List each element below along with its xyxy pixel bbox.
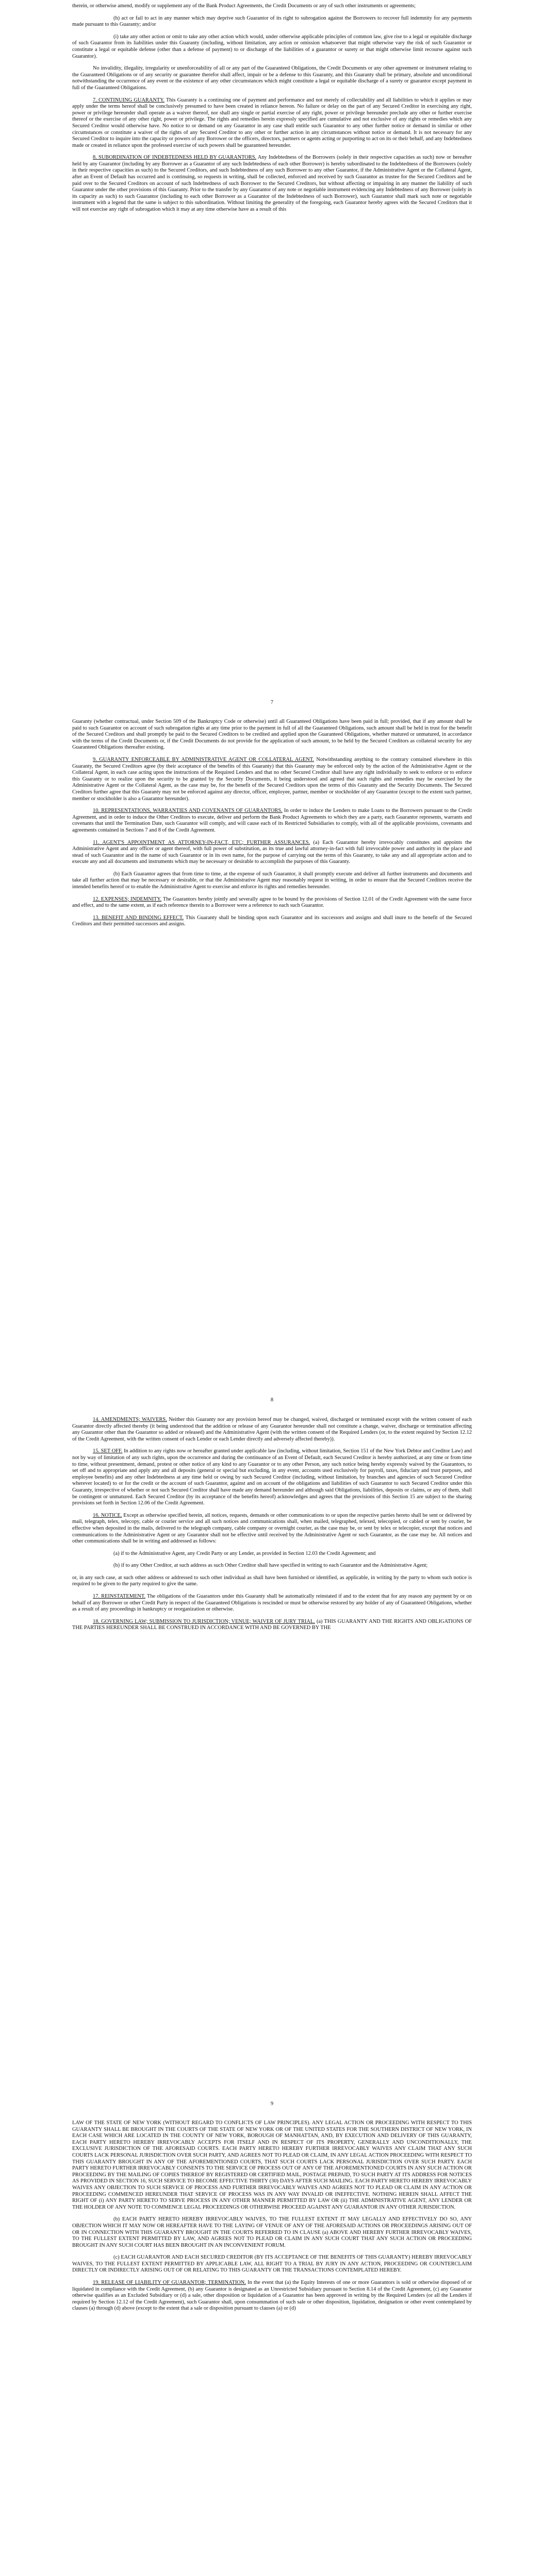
paragraph-text: (a) Each Guarantor hereby irrevocably constitutes and appoints the Administrative Agent and any officer or agent thereof, with full power of substitution, as its true and lawful attorney-in-fact with full irrevocable power and authority in the place and stead of such Guarantor and in the name of such Guarantor or in its own name, for the purpose of carrying out the terms of this Guaranty, to take any and all appropriate action and to execute any and all documents and instruments which may be necessary or desirable to accomplish the purposes of this Guaranty.: [72, 839, 472, 865]
section-heading: 7. CONTINUING GUARANTY.: [93, 97, 164, 103]
paragraph: [72, 1417, 472, 1443]
page-number: 7: [270, 700, 274, 705]
paragraph-text: (c) EACH GUARANTOR AND EACH SECURED CREDITOR (BY ITS ACCEPTANCE OF THE BENEFITS OF THIS GUARANTY) HEREBY IRREVOCABLY WAIVES, TO THE FULLEST EXTENT PERMITTED BY APPLICABLE LAW, ALL RIGHT TO A TRIAL BY JURY IN ANY ACTION, PROCEEDING OR COUNTERCLAIM DIRECTLY OR INDIRECTLY ARISING OUT OF OR RELATING TO THIS GUARANTY OR THE TRANSACTIONS CONTEMPLATED HEREBY.: [72, 2255, 472, 2274]
paragraph-text: (a) THIS GUARANTY AND THE RIGHTS AND OBLIGATIONS OF THE PARTIES HEREUNDER SHALL BE CONSTRUED IN ACCORDANCE WITH AND BE GOVERNED BY THE: [72, 1618, 472, 1631]
paragraph-text: Any Indebtedness of the Borrowers (solely in their respective capacities as such) now or hereafter held by any Guarantor (including by any Borrower as a Guarantor of any such Indebtedness of each other Borrower) is hereby subordinated to the Indebtedness of the Borrowers (solely in their respective capacities as such) to the Secured Creditors, and such Indebtedness of any such Borrower to any other Guarantor, if the Administrative Agent or the Collateral Agent, after an Event of Default has occurred and is continuing, so requests in writing, shall be collected, enforced and received by such Guarantor as trustee for the Secured Creditors and be paid over to the Secured Creditors on account of such Indebtedness of such Borrower to the Secured Creditors, but without affecting or impairing in any manner the liability of such Guarantor under the other provisions of this Guaranty. Prior to the transfer by any Guarantor of any note or negotiable instrument evidencing any Indebtedness of any Borrower (solely in its capacity as such) to such Guarantor (including to each other Borrower as a Guarantor of the Indebtedness of such Borrower), such Guarantor shall mark such note or negotiable instrument with a legend that the same is subject to this subordination. Without limiting the generality of the foregoing, each Guarantor hereby agrees with the Secured Creditors that it will not exercise any right of subrogation which it may at any time otherwise have as a result of this: [72, 155, 472, 213]
section-heading: 18. GOVERNING LAW; SUBMISSION TO JURISDICTION; VENUE; WAIVER OF JURY TRIAL.: [93, 1618, 315, 1624]
paragraph: [72, 97, 472, 149]
section-heading: 14. AMENDMENTS; WAIVERS.: [93, 1417, 167, 1422]
paragraph-text: In order to induce the Lenders to make Loans to the Borrowers pursuant to the Credit Agreement, and in order to induce the Other Creditors to execute, deliver and perform the Bank Product Agreements to which they are a party, each Guarantor represents, warrants and covenants that until the Termination Date, such Guarantor will comply, and will cause each of its Restricted Subsidiaries to comply, with all of the applicable provisions, covenants and agreements contained in Sections 7 and 8 of the Credit Agreement.: [72, 808, 472, 833]
paragraph-text: (b) if to any Other Creditor, at such address as such Other Creditor shall have specified in writing to each Guarantor and the Administrative Agent;: [113, 1563, 428, 1569]
page-body-10: [72, 2120, 472, 2318]
paragraph: [72, 15, 472, 28]
paragraph: [72, 808, 472, 834]
paragraph: [72, 2120, 472, 2211]
page-number: 8: [270, 1397, 274, 1403]
paragraph: [72, 719, 472, 751]
paragraph: [72, 2216, 472, 2249]
paragraph: [72, 1563, 472, 1569]
paragraph: [72, 3, 472, 10]
paragraph-text: or, in any such case, at such other address or addressed to such other individual as shall have been furnished or identified, as applicable, in writing by the party to whom such notice is required to be given to the party required to give the same.: [72, 1574, 472, 1587]
paragraph-text: (h) act or fail to act in any manner which may deprive such Guarantor of its right to subrogation against the Borrowers to recover full indemnity for any payments made pursuant to this Guaranty; and/or: [72, 15, 472, 28]
paragraph: [72, 871, 472, 891]
paragraph-text: (b) Each Guarantor agrees that from time to time, at the expense of such Guarantor, it shall promptly execute and deliver all further instruments and documents and take all further action that may be necessary or desirable, or that the Administrative Agent may reasonably request in writing, in order to ensure that the Secured Creditors receive the intended benefits hereof or to enable the Administrative Agent to exercise and enforce its rights and remedies hereunder.: [72, 871, 472, 890]
section-heading: 19. RELEASE OF LIABILITY OF GUARANTOR; TERMINATION.: [93, 2280, 246, 2286]
paragraph-text: (a) if to the Administrative Agent, any Credit Party or any Lender, as provided in Section 12.03 the Credit Agreement; and: [113, 1550, 376, 1556]
paragraph: [72, 1551, 472, 1557]
section-heading: 15. SET OFF.: [93, 1448, 123, 1454]
paragraph: [72, 65, 472, 91]
paragraph-text: The obligations of the Guarantors under this Guaranty shall be automatically reinstated if and to the extent that for any reason any payment by or on behalf of any Borrower or other Credit Party in respect of the Guaranteed Obligations is rescinded or must be otherwise restored by any holder of any of Guaranteed Obligations, whether as a result of any proceedings in bankruptcy or reorganization or otherwise.: [72, 1594, 472, 1613]
paragraph-text: No invalidity, illegality, irregularity or unenforceability of all or any part of the Guaranteed Obligations, the Credit Documents or any other agreement or instrument relating to the Guaranteed Obligations or of any security or guarantee therefor shall affect, impair or be a defense to this Guaranty, and this Guaranty shall be primary, absolute and unconditional notwithstanding the occurrence of any event or the existence of any other circumstances which might constitute a legal or equitable discharge of a surety or guarantor except payment in full of the Guaranteed Obligations.: [72, 65, 472, 91]
section-heading: 9. GUARANTY ENFORCEABLE BY ADMINISTRATIVE AGENT OR COLLATERAL AGENT.: [93, 756, 314, 762]
paragraph-text: The Guarantors hereby jointly and severally agree to be bound by the provisions of Section 12.01 of the Credit Agreement with the same force and effect, and to the same extent, as if each reference therein to a Borrower were a reference to each such Guarantor.: [72, 896, 472, 909]
paragraph: [72, 155, 472, 213]
section-heading: 17. REINSTATEMENT.: [93, 1594, 145, 1600]
paragraph-text: Neither this Guaranty nor any provision hereof may be changed, waived, discharged or terminated except with the written consent of each Guarantor directly affected thereby (it being understood that the addition or release of any Guarantor hereunder shall not constitute a change, waiver, discharge or termination affecting any Guarantor other than the Guarantor so added or released) and the Administrative Agent (with the written consent of the Required Lenders (or, to the extent required by Section 12.12 of the Credit Agreement, with the written consent of each Lender or each Lender directly and adversely affected thereby)).: [72, 1417, 472, 1442]
paragraph-text: In the event that (a) the Equity Interests of one or more Guarantors is sold or otherwise disposed of or liquidated in compliance with the Credit Agreement, (b) any Guarantor is designated as an Unrestricted Subsidiary pursuant to Section 8.14 of the Credit Agreement, (c) any Guarantor otherwise qualifies as an Excluded Subsidiary or (d) a sale, other disposition or liquidation of a Guarantor has been approved in writing by the Required Lenders (or all the Lenders if required by Section 12.12 of the Credit Agreement), such Guarantor shall, upon consummation of such sale or other disposition, liquidation, designation or other event contemplated by clauses (a) through (d) above (except to the extent that a sale or disposition pursuant to clauses (a) or (d): [72, 2280, 472, 2312]
page-body-8: [72, 719, 472, 934]
page-body-7: [72, 3, 472, 219]
paragraph: [72, 1575, 472, 1588]
paragraph-text: (b) EACH PARTY HERETO HEREBY IRREVOCABLY WAIVES, TO THE FULLEST EXTENT IT MAY LEGALLY AND EFFECTIVELY DO SO, ANY OBJECTION WHICH IT MAY NOW OR HEREAFTER HAVE TO THE LAYING OF VENUE OF ANY OF THE AFORESAID ACTIONS OR PROCEEDINGS ARISING OUT OF OR IN CONNECTION WITH THIS GUARANTY BROUGHT IN THE COURTS REFERRED TO IN CLAUSE (a) ABOVE AND HEREBY FURTHER IRREVOCABLY WAIVES, TO THE FULLEST EXTENT PERMITTED BY LAW, AND AGREES NOT TO PLEAD OR CLAIM IN ANY SUCH COURT THAT ANY SUCH ACTION OR PROCEEDING BROUGHT IN ANY SUCH COURT HAS BEEN BROUGHT IN AN INCONVENIENT FORUM.: [72, 2216, 472, 2248]
paragraph: [72, 1594, 472, 1613]
section-heading: 8. SUBORDINATION OF INDEBTEDNESS HELD BY GUARANTORS.: [93, 155, 257, 161]
paragraph: [72, 2255, 472, 2274]
paragraph-text: Guaranty (whether contractual, under Section 509 of the Bankruptcy Code or otherwise) until all Guaranteed Obligations have been paid in full; provided, that if any amount shall be paid to such Guarantor on account of such subrogation rights at any time prior to the payment in full of all the Guaranteed Obligations, such amount shall be held in trust for the benefit of the Secured Creditors and shall promptly be paid to the Secured Creditors to be credited and applied upon the Guaranteed Obligations, whether matured or unmatured, in accordance with the terms of the Credit Documents or, if the Credit Documents do not provide for the application of such amount, to be held by the Secured Creditors as collateral security for any Guaranteed Obligations thereafter existing.: [72, 719, 472, 751]
paragraph: [72, 2280, 472, 2312]
paragraph: [72, 757, 472, 802]
paragraph-text: therein, or otherwise amend, modify or supplement any of the Bank Product Agreements, the Credit Documents or any of such other instruments or agreements;: [72, 3, 416, 9]
page-number: 9: [270, 2101, 274, 2107]
paragraph-text: (i) take any other action or omit to take any other action which would, under otherwise applicable principles of common law, give rise to a legal or equitable discharge of such Guarantor from its liabilities under this Guaranty (including, without limitation, any action or omission whatsoever that might otherwise vary the risk of such Guarantor or constitute a legal or equitable defense (other than a defense of payment) to or discharge of the liabilities of a guarantor or surety or that might otherwise limit recourse against such Guarantor).: [72, 33, 472, 59]
section-heading: 16. NOTICE.: [93, 1512, 122, 1518]
paragraph-text: Notwithstanding anything to the contrary contained elsewhere in this Guaranty, the Secured Creditors agree (by their acceptance of the benefits of this Guaranty) that this Guaranty may be enforced only by the action of the Administrative Agent or the Collateral Agent, in each case acting upon the instructions of the Required Lenders and that no other Secured Creditor shall have any right individually to seek to enforce or to enforce this Guaranty or to realize upon the security to be granted by the Security Documents, it being understood and agreed that such rights and remedies may be exercised by the Administrative Agent or the Collateral Agent, as the case may be, for the benefit of the Secured Creditors upon the terms of this Guaranty and the Security Documents. The Secured Creditors further agree that this Guaranty may not be enforced against any director, officer, employee, partner, member or stockholder of any Guarantor (except to the extent such partner, member or stockholder is also a Guarantor hereunder).: [72, 756, 472, 802]
section-heading: 13. BENEFIT AND BINDING EFFECT.: [93, 914, 184, 921]
paragraph-text: Except as otherwise specified herein, all notices, requests, demands or other communications to or upon the respective parties hereto shall be sent or delivered by mail, telegraph, telex, telecopy, cable or courier service and all such notices and communications shall, when mailed, telegraphed, telexed, telecopied, or cabled or sent by courier, be effective when deposited in the mails, delivered to the telegraph company, cable company or overnight courier, as the case may be, or sent by telex or telecopier, except that notices and communications to the Administrative Agent or any Guarantor shall not be effective until received by the Administrative Agent or such Guarantor, as the case may be. All notices and other communications shall be in writing and addressed as follows:: [72, 1512, 472, 1545]
paragraph-text: This Guaranty shall be binding upon each Guarantor and its successors and assigns and shall inure to the benefit of the Secured Creditors and their permitted successors and assigns.: [72, 914, 472, 927]
paragraph: [72, 1448, 472, 1506]
paragraph: [72, 896, 472, 909]
paragraph: [72, 1619, 472, 1632]
section-heading: 11. AGENT'S APPOINTMENT AS ATTORNEY-IN-FACT, ETC; FURTHER ASSURANCES.: [93, 839, 310, 845]
paragraph: [72, 915, 472, 928]
section-heading: 10. REPRESENTATIONS, WARRANTIES AND COVENANTS OF GUARANTORS.: [93, 808, 283, 814]
paragraph-text: In addition to any rights now or hereafter granted under applicable law (including, without limitation, Section 151 of the New York Debtor and Creditor Law) and not by way of limitation of any such rights, upon the occurrence and during the continuance of an Event of Default, each Secured Creditor is hereby authorized, at any time or from time to time, without presentment, demand, protest or other notice of any kind to any Guarantor or to any other Person, any such notice being hereby expressly waived by the Guarantors, to set off and to appropriate and apply any and all deposits (general or special but excluding, in any event, accounts used exclusively for payroll, taxes, fiduciary and trust purposes, and employee benefits) and any other Indebtedness at any time held or owing by such Secured Creditor (including, without limitation, by branches and agencies of such Secured Creditor wherever located) to or for the credit or the account of such Guarantor, against and on account of the obligations and liabilities of such Guarantor to such Secured Creditor under this Guaranty, irrespective of whether or not such Secured Creditor shall have made any demand hereunder and although said Obligations, liabilities, deposits or claims, or any of them, shall be contingent or unmatured. Each Secured Creditor (by its acceptance of the benefits hereof) acknowledges and agrees that the provisions of this Section 15 are subject to the sharing provisions set forth in Section 12.06 of the Credit Agreement.: [72, 1448, 472, 1506]
page-body-9: [72, 1417, 472, 1637]
paragraph: [72, 34, 472, 60]
paragraph: [72, 840, 472, 866]
section-heading: 12. EXPENSES; INDEMNITY.: [93, 896, 162, 902]
paragraph: [72, 1513, 472, 1545]
paragraph-text: LAW OF THE STATE OF NEW YORK (WITHOUT REGARD TO CONFLICTS OF LAW PRINCIPLES). ANY LEGAL ACTION OR PROCEEDING WITH RESPECT TO THIS GUARANTY SHALL BE BROUGHT IN THE COURTS OF THE STATE OF NEW YORK OR OF THE UNITED STATES FOR THE SOUTHERN DISTRICT OF NEW YORK, IN EACH CASE WHICH ARE LOCATED IN THE COUNTY OF NEW YORK, BOROUGH OF MANHATTAN, AND, BY EXECUTION AND DELIVERY OF THIS GUARANTY, EACH PARTY HERETO HEREBY IRREVOCABLY ACCEPTS FOR ITSELF AND IN RESPECT OF ITS PROPERTY, GENERALLY AND UNCONDITIONALLY, THE EXCLUSIVE JURISDICTION OF THE AFORESAID COURTS. EACH PARTY HERETO HEREBY FURTHER IRREVOCABLY WAIVES ANY CLAIM THAT ANY SUCH COURTS LACK PERSONAL JURISDICTION OVER SUCH PARTY, AND AGREES NOT TO PLEAD OR CLAIM, IN ANY LEGAL ACTION PROCEEDING WITH RESPECT TO THIS GUARANTY BROUGHT IN ANY OF THE AFOREMENTIONED COURTS, THAT SUCH COURTS LACK PERSONAL JURISDICTION OVER SUCH PARTY. EACH PARTY HERETO FURTHER IRREVOCABLY CONSENTS TO THE SERVICE OF PROCESS OUT OF ANY OF THE AFOREMENTIONED COURTS IN ANY SUCH ACTION OR PROCEEDING BY THE MAILING OF COPIES THEREOF BY REGISTERED OR CERTIFIED MAIL, POSTAGE PREPAID, TO SUCH PARTY AT ITS ADDRESS FOR NOTICES AS PROVIDED IN SECTION 16, SUCH SERVICE TO BECOME EFFECTIVE THIRTY (30) DAYS AFTER SUCH MAILING. EACH PARTY HERETO HEREBY IRREVOCABLY WAIVES ANY OBJECTION TO SUCH SERVICE OF PROCESS AND FURTHER IRREVOCABLY WAIVES AND AGREES NOT TO PLEAD OR CLAIM IN ANY ACTION OR PROCEEDING COMMENCED HEREUNDER THAT SERVICE OF PROCESS WAS IN ANY WAY INVALID OR INEFFECTIVE. NOTHING HEREIN SHALL AFFECT THE RIGHT OF (i) ANY PARTY HERETO TO SERVE PROCESS IN ANY OTHER MANNER PERMITTED BY LAW OR (ii) THE ADMINISTRATIVE AGENT, ANY LENDER OR THE HOLDER OF ANY NOTE TO COMMENCE LEGAL PROCEEDINGS OR OTHERWISE PROCEED AGAINST ANY GUARANTOR IN ANY OTHER JURISDICTION.: [72, 2120, 472, 2210]
paragraph-text: This Guaranty is a continuing one of payment and performance and not merely of collectability and all liabilities to which it applies or may apply under the terms hereof shall be conclusively presumed to have been created in reliance hereon. No failure or delay on the part of any Secured Creditor in exercising any right, power or privilege hereunder shall operate as a waiver thereof, nor shall any single or partial exercise of any right, power or privilege hereunder preclude any other or further exercise thereof or the exercise of any other right, power or privilege. The rights and remedies herein expressly specified are cumulative and not exclusive of any rights or remedies which any Secured Creditor would otherwise have. No notice to or demand on any Guarantor in any case shall entitle such Guarantor to any other further notice or demand in similar or other circumstances or constitute a waiver of the rights of any Secured Creditor to any other or further action in any circumstances without notice or demand. It is not necessary for any Secured Creditor to inquire into the capacity or powers of any Borrower or the officers, directors, partners or agents acting or purporting to act on its or their behalf, and any Indebtedness made or created in reliance upon the professed exercise of such powers shall be guaranteed hereunder.: [72, 97, 472, 148]
